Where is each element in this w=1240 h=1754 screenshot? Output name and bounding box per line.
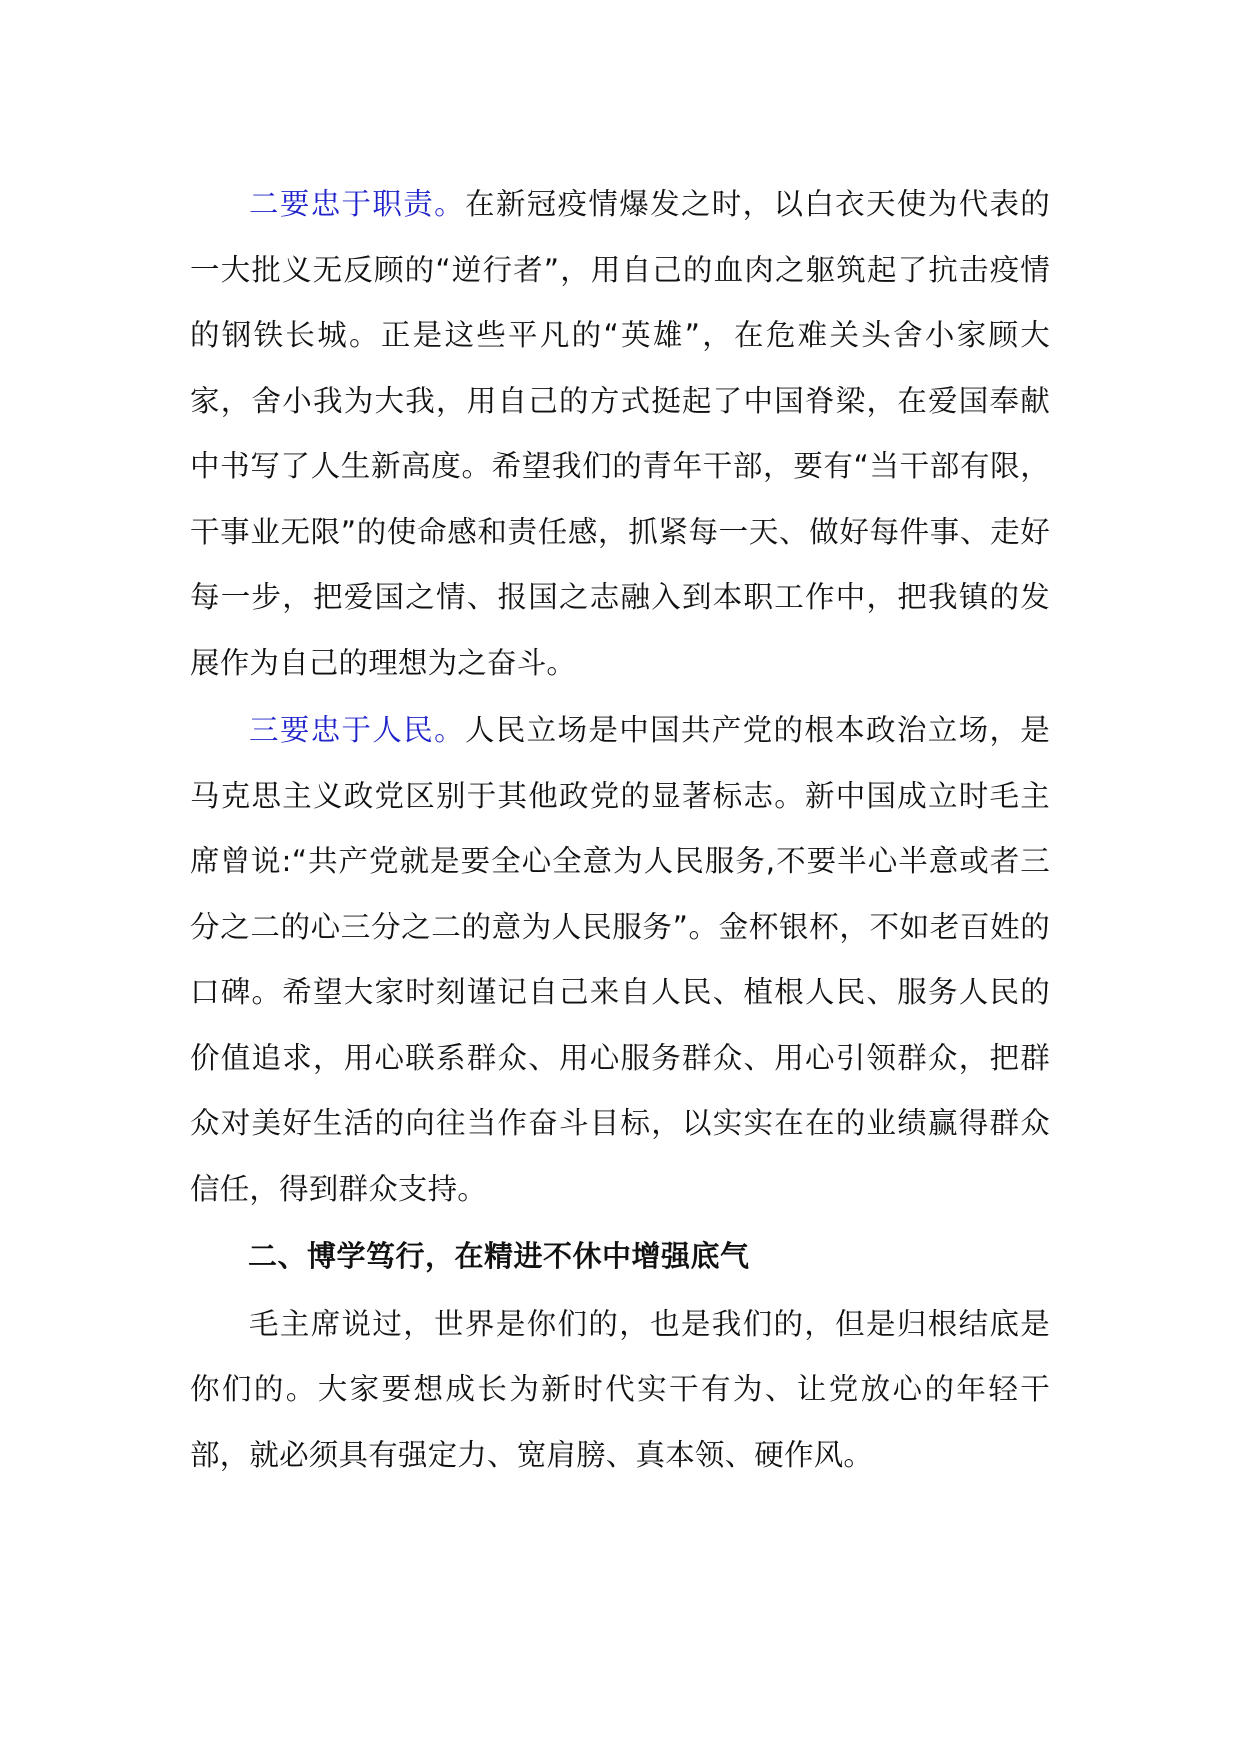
paragraph-loyal-to-people <box>190 698 1050 1222</box>
section-heading: 二、博学笃行，在精进不休中增强底气 <box>248 1239 750 1273</box>
paragraph-chairman-quote <box>190 1292 1050 1489</box>
paragraph-loyal-to-duty <box>190 172 1050 696</box>
paragraph-body-people: 人民立场是中国共产党的根本政治立场，是马克思主义政党区别于其他政党的显著标志。新中国成立时毛主席曾说:“共产党就是要全心全意为人民服务,不要半心半意或者三分之二的心三分之二的意为人民服务”。金杯银杯，不如老百姓的口碑。希望大家时刻谨记自己来自人民、植根人民、服务人民的价值追求，用心联系群众、用心服务群众、用心引领群众，把群众对美好生活的向往当作奋斗目标，以实实在在的业绩赢得群众信任，得到群众支持。 <box>190 713 1050 1206</box>
document-page <box>190 172 1050 1490</box>
paragraph-body-duty: 在新冠疫情爆发之时，以白衣天使为代表的一大批义无反顾的“逆行者”，用自己的血肉之躯筑起了抗击疫情的钢铁长城。正是这些平凡的“英雄”，在危难关头舍小家顾大家，舍小我为大我，用自己的方式挺起了中国脊梁，在爱国奉献中书写了人生新高度。希望我们的青年干部，要有“当干部有限，干事业无限”的使命感和责任感，抓紧每一天、做好每件事、走好每一步，把爱国之情、报国之志融入到本职工作中，把我镇的发展作为自己的理想为之奋斗。 <box>190 187 1050 680</box>
paragraph-lead-duty: 二要忠于职责。 <box>249 187 465 221</box>
paragraph-body-quote: 毛主席说过，世界是你们的，也是我们的，但是归根结底是你们的。大家要想成长为新时代实干有为、让党放心的年轻干部，就必须具有强定力、宽肩膀、真本领、硬作风。 <box>190 1306 1050 1472</box>
paragraph-lead-people: 三要忠于人民。 <box>249 713 465 747</box>
